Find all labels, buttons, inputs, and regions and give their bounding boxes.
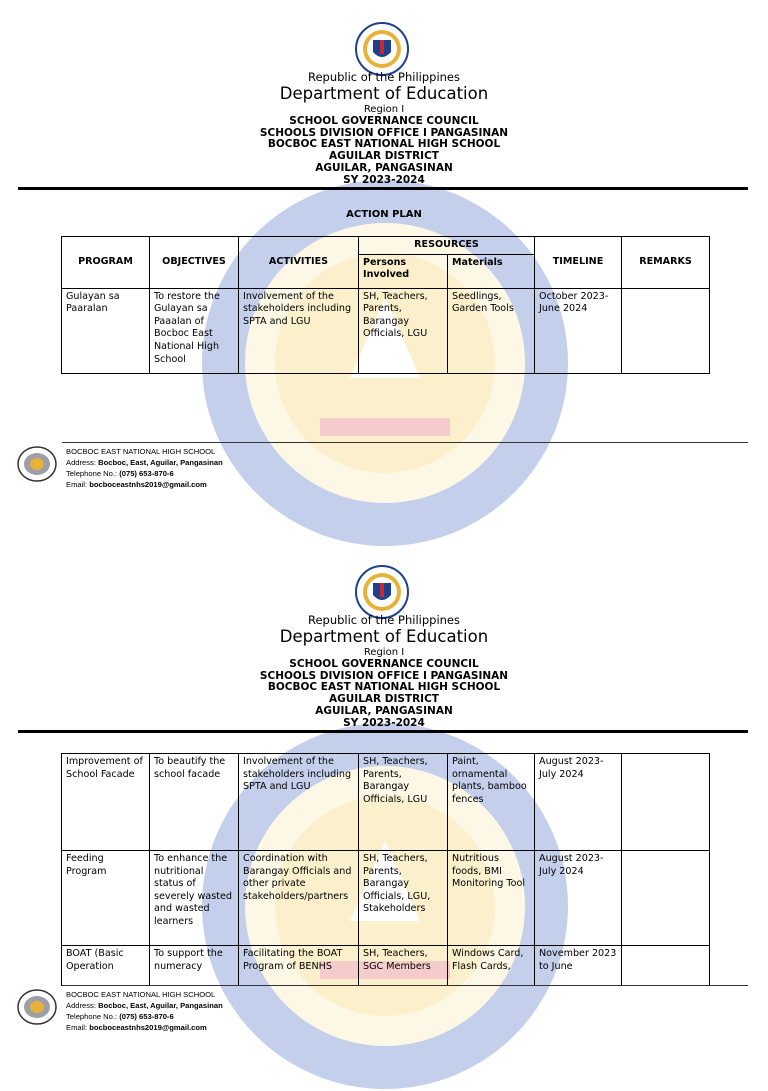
department-line: Department of Education [279,84,489,103]
cell-activities: Involvement of the stakeholders including SPTA and LGU [239,754,359,851]
footer-divider [62,985,748,986]
letterhead [0,613,768,729]
cell-objectives: To enhance the nutritional status of severely wasted and wasted learners [150,851,239,946]
cell-objectives: To support the numeracy [150,946,239,986]
action-plan-title: ACTION PLAN [346,209,422,220]
department-line: Department of Education [279,627,489,646]
header-activities: ACTIVITIES [239,237,359,289]
cell-persons: SH, Teachers, SGC Members [359,946,448,986]
cell-remarks [622,851,710,946]
republic-line: Republic of the Philippines [307,613,461,627]
cell-activities: Involvement of the stakeholders including SPTA and LGU [239,288,359,373]
deped-seal-icon [355,565,409,619]
school-contact-info [66,989,223,1033]
district-line: AGUILAR DISTRICT [329,693,439,706]
footer-telephone: (075) 653-870-6 [119,469,174,478]
table-row [62,754,710,851]
school-year-line: SY 2023-2024 [343,716,425,729]
cell-activities: Facilitating the BOAT Program of BENHS [239,946,359,986]
school-year-line: SY 2023-2024 [343,173,425,186]
region-line: Region I [363,104,405,115]
cell-materials: Paint, ornamental plants, bamboo fences [448,754,535,851]
table-row [62,288,710,373]
cell-program: Improvement of School Facade [62,754,150,851]
cell-remarks [622,946,710,986]
header-divider [18,187,748,190]
cell-persons: SH, Teachers, Parents, Barangay Officials, LGU [359,754,448,851]
school-line: BOCBOC EAST NATIONAL HIGH SCHOOL [267,681,501,694]
header-persons-involved: Persons Involved [359,254,448,288]
school-line: BOCBOC EAST NATIONAL HIGH SCHOOL [267,138,501,151]
footer-email-label: Email: [66,1023,88,1032]
action-plan-table-continued [61,753,710,986]
school-contact-info [66,446,223,490]
school-logo-icon [17,989,57,1025]
footer-divider [62,442,748,443]
division-line: SCHOOLS DIVISION OFFICE I PANGASINAN [259,669,509,682]
cell-remarks [622,754,710,851]
cell-objectives: To restore the Gulayan sa Paaalan of Bocboc East National High School [150,288,239,373]
location-line: AGUILAR, PANGASINAN [315,704,453,717]
cell-program: BOAT (Basic Operation [62,946,150,986]
cell-materials: Seedlings, Garden Tools [448,288,535,373]
footer-school-name: BOCBOC EAST NATIONAL HIGH SCHOOL [66,990,216,999]
cell-materials: Windows Card, Flash Cards, [448,946,535,986]
cell-program: Feeding Program [62,851,150,946]
footer-email-label: Email: [66,480,88,489]
header-resources: RESOURCES [359,237,535,255]
header-objectives: OBJECTIVES [150,237,239,289]
council-line: SCHOOL GOVERNANCE COUNCIL [289,658,479,670]
division-line: SCHOOLS DIVISION OFFICE I PANGASINAN [259,126,509,139]
footer-address-label: Address: [66,458,96,467]
cell-materials: Nutritious foods, BMI Monitoring Tool [448,851,535,946]
table-row [62,851,710,946]
footer-email: bocboceastnhs2019@gmail.com [89,1023,207,1032]
council-line: SCHOOL GOVERNANCE COUNCIL [289,115,479,127]
cell-persons: SH, Teachers, Parents, Barangay Officials, LGU, Stakeholders [359,851,448,946]
footer-school-name: BOCBOC EAST NATIONAL HIGH SCHOOL [66,447,216,456]
cell-program: Gulayan sa Paaralan [62,288,150,373]
cell-persons: SH, Teachers, Parents, Barangay Officials, LGU [359,288,448,373]
deped-seal-icon [355,22,409,76]
cell-timeline: October 2023-June 2024 [535,288,622,373]
action-plan-table [61,236,710,374]
table-row [62,946,710,986]
footer-telephone-label: Telephone No.: [66,1012,118,1021]
cell-remarks [622,288,710,373]
letterhead [0,70,768,186]
republic-line: Republic of the Philippines [307,70,461,84]
footer-address: Bocboc, East, Aguilar, Pangasinan [98,458,223,467]
footer-telephone-label: Telephone No.: [66,469,118,478]
footer-telephone: (075) 653-870-6 [119,1012,174,1021]
header-timeline: TIMELINE [535,237,622,289]
cell-objectives: To beautify the school facade [150,754,239,851]
cell-timeline: August 2023-July 2024 [535,851,622,946]
district-line: AGUILAR DISTRICT [329,150,439,163]
school-logo-icon [17,446,57,482]
cell-timeline: August 2023-July 2024 [535,754,622,851]
header-remarks: REMARKS [622,237,710,289]
footer-address: Bocboc, East, Aguilar, Pangasinan [98,1001,223,1010]
header-divider [18,730,748,733]
header-program: PROGRAM [62,237,150,289]
document-page-2 [0,543,768,1032]
cell-activities: Coordination with Barangay Officials and other private stakeholders/partners [239,851,359,946]
document-page-1 [0,0,768,500]
footer-email: bocboceastnhs2019@gmail.com [89,480,207,489]
cell-timeline: November 2023 to June [535,946,622,986]
location-line: AGUILAR, PANGASINAN [315,161,453,174]
footer-address-label: Address: [66,1001,96,1010]
header-materials: Materials [448,254,535,288]
region-line: Region I [363,647,405,658]
